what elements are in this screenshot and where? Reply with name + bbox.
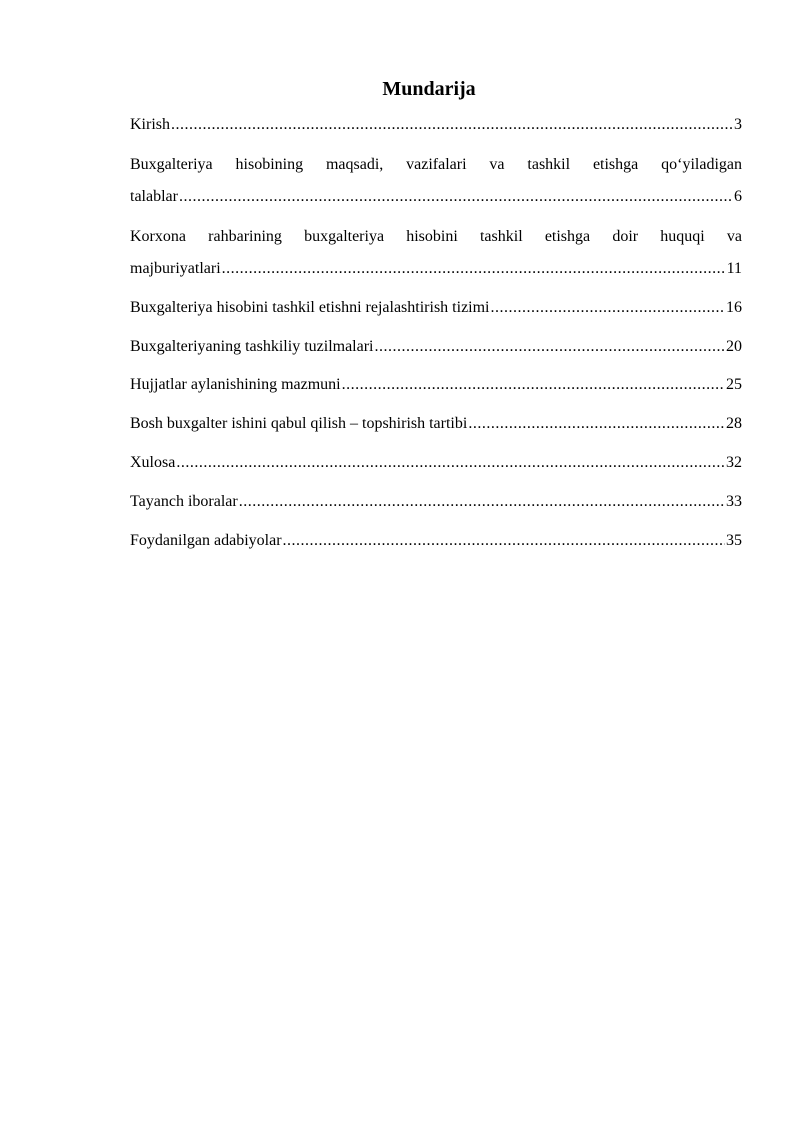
toc-entry-page-number: 20 [726, 338, 742, 355]
toc-entry-label-line1: Buxgalteriya hisobining maqsadi, vazifalari va tashkil etishga qo‘yiladigan [130, 156, 742, 173]
toc-entry-label: Tayanch iboralar [130, 493, 238, 510]
toc-entry-kirish[interactable] [130, 112, 742, 138]
toc-entry-huquqi[interactable] [130, 224, 742, 282]
toc-entry-tayanch-iboralar[interactable] [130, 489, 742, 515]
toc-entry-page-number: 3 [734, 116, 742, 133]
table-of-contents [130, 112, 742, 554]
dot-leader [375, 334, 726, 360]
toc-entry-label-line2: majburiyatlari [130, 260, 221, 277]
toc-entry-page-number: 35 [726, 532, 742, 549]
dot-leader [491, 295, 726, 321]
toc-entry-page-number: 11 [726, 260, 742, 277]
toc-entry-label: Hujjatlar aylanishining mazmuni [130, 376, 341, 393]
toc-entry-label-line2: talablar [130, 188, 178, 205]
dot-leader [283, 528, 725, 554]
toc-entry-label: Kirish [130, 116, 170, 133]
dot-leader [179, 184, 733, 210]
dot-leader [239, 489, 725, 515]
toc-entry-page-number: 28 [726, 415, 742, 432]
toc-entry-rejalashtirish[interactable] [130, 295, 742, 321]
toc-entry-label: Buxgalteriya hisobini tashkil etishni rejalashtirish tizimi [130, 299, 490, 316]
toc-entry-page-number: 25 [726, 376, 742, 393]
dot-leader [342, 372, 725, 398]
toc-entry-page-number: 32 [726, 454, 742, 471]
toc-entry-maqsadi[interactable] [130, 152, 742, 210]
toc-entry-page-number: 16 [726, 299, 742, 316]
toc-entry-tuzilmalari[interactable] [130, 334, 742, 360]
dot-leader [222, 256, 726, 282]
toc-entry-label: Foydanilgan adabiyolar [130, 532, 282, 549]
dot-leader [176, 450, 725, 476]
toc-entry-page-number: 33 [726, 493, 742, 510]
toc-entry-page-number: 6 [734, 188, 742, 205]
dot-leader [468, 411, 725, 437]
toc-title: Mundarija [382, 78, 476, 100]
toc-entry-label-line1: Korxona rahbarining buxgalteriya hisobini tashkil etishga doir huquqi va [130, 228, 742, 245]
dot-leader [171, 112, 733, 138]
toc-entry-label: Xulosa [130, 454, 176, 471]
toc-entry-hujjatlar[interactable] [130, 372, 742, 398]
toc-entry-bosh-buxgalter[interactable] [130, 411, 742, 437]
toc-entry-xulosa[interactable] [130, 450, 742, 476]
toc-entry-adabiyolar[interactable] [130, 528, 742, 554]
toc-entry-label: Buxgalteriyaning tashkiliy tuzilmalari [130, 338, 374, 355]
toc-entry-label: Bosh buxgalter ishini qabul qilish – topshirish tartibi [130, 415, 468, 432]
